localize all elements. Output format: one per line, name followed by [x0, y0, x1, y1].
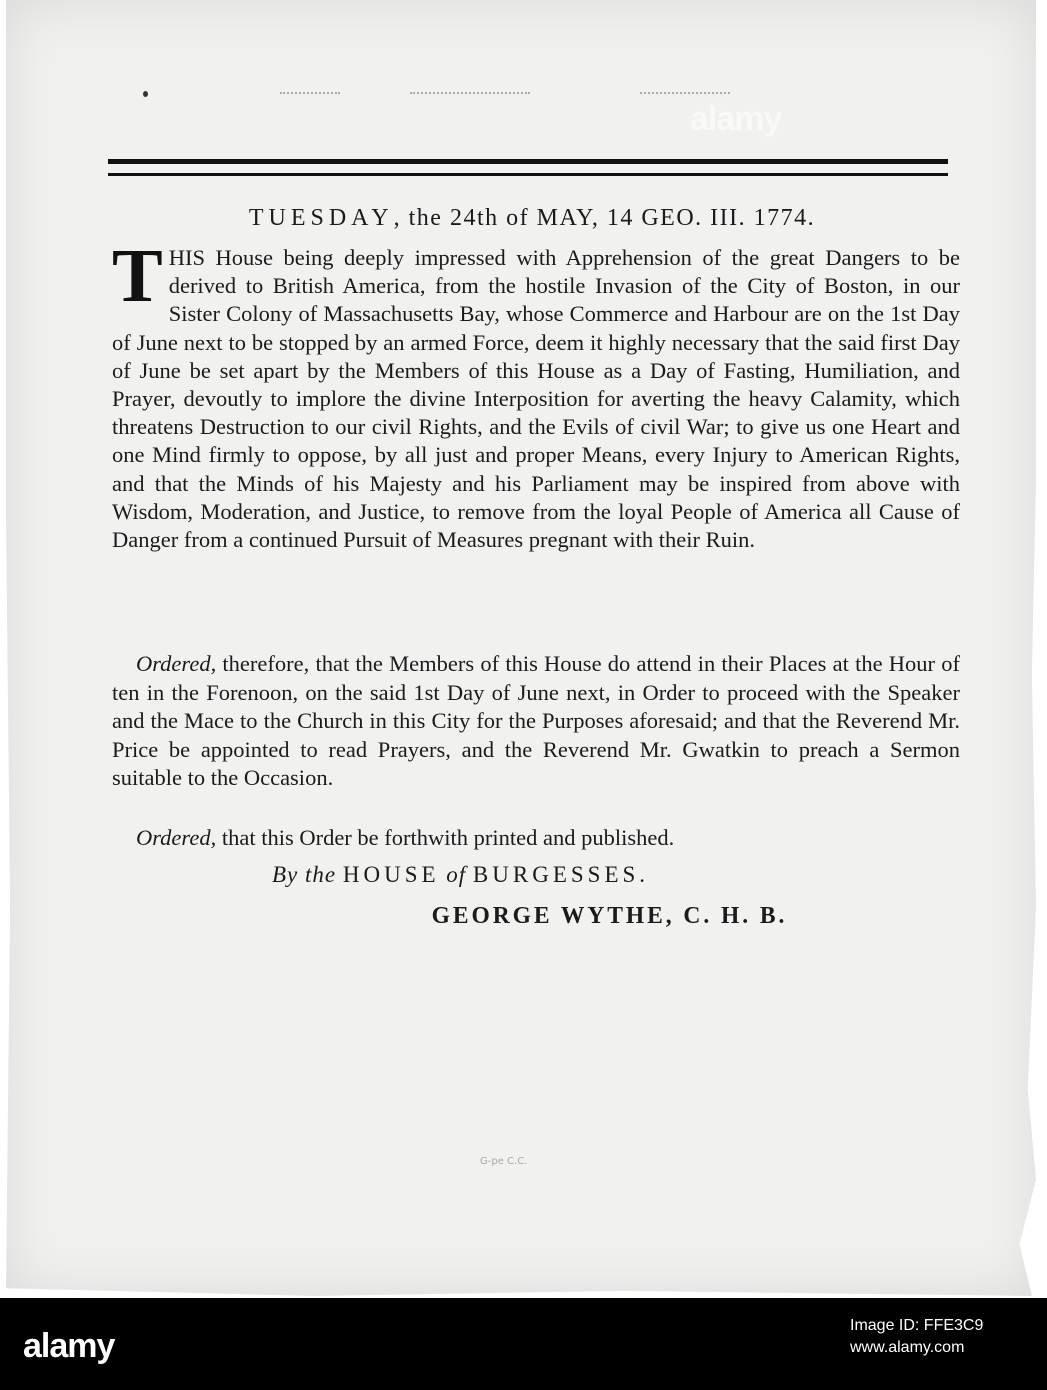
- publish-order-text: that this Order be forthwith printed and published.: [216, 825, 675, 850]
- publish-order-paragraph: [112, 825, 960, 851]
- ordered-lead: Ordered,: [136, 651, 217, 676]
- drop-cap: T: [112, 234, 163, 318]
- resolution-text: HIS House being deeply impressed with Apprehension of the great Dangers to be derived to British America, from the hostile Invasion of the City of Boston, in our Sister Colony of Massachusetts Bay, whose Commerce and Harbour are on the 1st Day of June next to be stopped by an armed Force, deem it highly necessary that the said first Day of June be set apart by the Members of this House as a Day of Fasting, Humiliation, and Prayer, devoutly to implore the divine Interposition for averting the heavy Calamity, which threatens Destruction to our civil Rights, and the Evils of civil War; to give us one Heart and one Mind firmly to oppose, by all just and proper Means, every Injury to American Rights, and that the Minds of his Majesty and his Parliament may be inspired from above with Wisdom, Moderation, and Justice, to remove from the loyal People of America all Cause of Danger from a continued Pursuit of Measures pregnant with their Ruin.: [112, 245, 960, 553]
- watermark: alamy: [690, 100, 782, 138]
- burgesses-text: BURGESSES.: [472, 862, 650, 887]
- order-paragraph: [112, 650, 960, 793]
- image-id: Image ID: FFE3C9: [850, 1317, 984, 1334]
- double-rule-top: [108, 159, 948, 164]
- ink-speck: [143, 91, 148, 97]
- alamy-logo: alamy: [23, 1327, 115, 1365]
- date-heading: [112, 205, 952, 232]
- house-line: [272, 862, 649, 888]
- of-text: of: [446, 862, 467, 887]
- ordered-lead: Ordered,: [136, 825, 217, 850]
- library-stamp: G-pe C.C.: [480, 1156, 528, 1167]
- faint-ink-marks: [280, 92, 340, 96]
- faint-ink-marks: [410, 92, 530, 96]
- heading-day: TUESDAY: [248, 205, 394, 231]
- house-text: HOUSE: [342, 862, 440, 887]
- alamy-url: www.alamy.com: [850, 1339, 965, 1356]
- image-id-block: [850, 1315, 983, 1359]
- resolution-paragraph: [112, 234, 960, 554]
- order-text: therefore, that the Members of this House do attend in their Places at the Hour of ten in the Forenoon, on the said 1st Day of June next, in Order to proceed with the Speaker and the Mace to the Church in this City for the Purposes aforesaid; and that the Reverend Mr. Price be appointed to read Prayers, and the Reverend Mr. Gwatkin to preach a Sermon suitable to the Occasion.: [112, 651, 960, 791]
- heading-rest: , the 24th of MAY, 14 GEO. III. 1774.: [393, 205, 816, 231]
- signature-line: GEORGE WYTHE, C. H. B.: [431, 903, 788, 929]
- double-rule-bottom: [108, 173, 948, 176]
- document-sheet: [6, 0, 1036, 1296]
- faint-ink-marks: [640, 92, 730, 96]
- by-the-text: By the: [272, 862, 337, 887]
